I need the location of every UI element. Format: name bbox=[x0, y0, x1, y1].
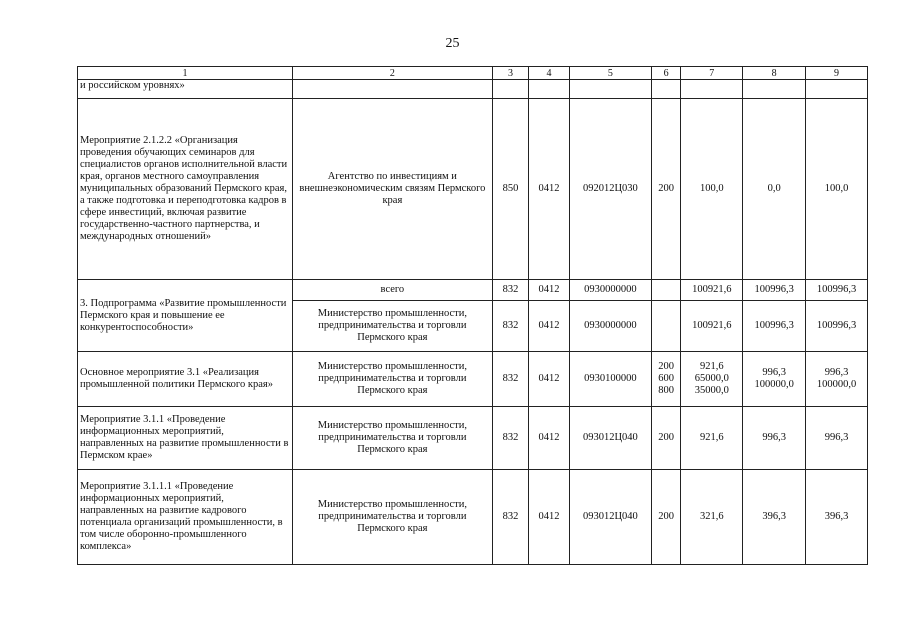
column-header: 3 bbox=[492, 67, 529, 80]
value-line: 100996,3 bbox=[754, 284, 794, 295]
amount-year-2 bbox=[743, 470, 806, 565]
value-line: 996,3 bbox=[824, 432, 849, 443]
amount-year-3 bbox=[806, 99, 868, 280]
value-line: 921,6 bbox=[699, 361, 724, 372]
value-line: 996,3 bbox=[824, 367, 849, 378]
section-code: 0412 bbox=[529, 280, 570, 301]
amount-year-2 bbox=[743, 99, 806, 280]
column-header: 5 bbox=[569, 67, 651, 80]
target-article: 0930100000 bbox=[569, 352, 651, 407]
expense-type bbox=[651, 470, 680, 565]
value-line: 996,3 bbox=[762, 367, 786, 378]
amount-year-2 bbox=[743, 280, 806, 301]
value-line: 800 bbox=[658, 385, 675, 396]
value-line: 100996,3 bbox=[754, 320, 794, 331]
target-article bbox=[569, 80, 651, 99]
amount-year-1 bbox=[681, 470, 743, 565]
amount-year-1 bbox=[681, 407, 743, 470]
value-line: 100996,3 bbox=[816, 320, 857, 331]
amount-year-3 bbox=[806, 470, 868, 565]
value-line: 200 bbox=[658, 432, 675, 443]
value-line: 100921,6 bbox=[692, 320, 732, 331]
budget-code: 832 bbox=[492, 407, 529, 470]
value-line: 100996,3 bbox=[816, 284, 857, 295]
budget-code bbox=[492, 80, 529, 99]
amount-year-1 bbox=[681, 99, 743, 280]
target-article: 092012Ц030 bbox=[569, 99, 651, 280]
expense-type bbox=[651, 80, 680, 99]
expense-type bbox=[651, 99, 680, 280]
activity-name: и российском уровнях» bbox=[78, 80, 293, 99]
value-line: 100000,0 bbox=[816, 379, 857, 390]
header-row bbox=[78, 67, 868, 80]
table-row bbox=[78, 80, 868, 99]
column-header: 7 bbox=[681, 67, 743, 80]
column-header: 9 bbox=[806, 67, 868, 80]
value-line: 200 bbox=[658, 511, 675, 522]
value-line: 35000,0 bbox=[694, 385, 729, 396]
value-line: 65000,0 bbox=[694, 373, 729, 384]
value-line: 321,6 bbox=[699, 511, 724, 522]
executor bbox=[292, 80, 492, 99]
executor: Министерство промышленности, предпринимательства и торговли Пермского края bbox=[292, 352, 492, 407]
section-code: 0412 bbox=[529, 352, 570, 407]
expense-type bbox=[651, 407, 680, 470]
amount-year-3 bbox=[806, 301, 868, 352]
target-article: 0930000000 bbox=[569, 301, 651, 352]
amount-year-2 bbox=[743, 80, 806, 99]
column-header: 8 bbox=[743, 67, 806, 80]
value-line: 396,3 bbox=[762, 511, 786, 522]
activity-name: Мероприятие 3.1.1.1 «Проведение информационных мероприятий, направленных на развитие кадрового потенциала организаций промышленности, в том числе оборонно-промышленного комплекса» bbox=[78, 470, 293, 565]
value-line: 200 bbox=[658, 183, 675, 194]
value-line: 921,6 bbox=[699, 432, 724, 443]
amount-year-3 bbox=[806, 80, 868, 99]
activity-name: Мероприятие 2.1.2.2 «Организация проведения обучающих семинаров для специалистов органов исполнительной власти края, органов местного самоуправления муниципальных образований Пермского края, а также подготовка и переподготовка кадров в сфере инвестиций, включая развитие государственно-частного партнерства, и международных отношений» bbox=[78, 99, 293, 280]
activity-name: Мероприятие 3.1.1 «Проведение информационных мероприятий, направленных на развитие промышленности в Пермском крае» bbox=[78, 407, 293, 470]
expense-type bbox=[651, 301, 680, 352]
value-line: 100,0 bbox=[699, 183, 724, 194]
table-row bbox=[78, 407, 868, 470]
amount-year-1 bbox=[681, 80, 743, 99]
amount-year-1 bbox=[681, 301, 743, 352]
amount-year-3 bbox=[806, 407, 868, 470]
table-row bbox=[78, 470, 868, 565]
executor: Министерство промышленности, предпринимательства и торговли Пермского края bbox=[292, 470, 492, 565]
target-article: 0930000000 bbox=[569, 280, 651, 301]
budget-code: 832 bbox=[492, 280, 529, 301]
executor: Агентство по инвестициям и внешнеэкономическим связям Пермского края bbox=[292, 99, 492, 280]
target-article: 093012Ц040 bbox=[569, 407, 651, 470]
table-row bbox=[78, 99, 868, 280]
executor: Министерство промышленности, предпринимательства и торговли Пермского края bbox=[292, 407, 492, 470]
section-code: 0412 bbox=[529, 407, 570, 470]
target-article: 093012Ц040 bbox=[569, 470, 651, 565]
section-code: 0412 bbox=[529, 470, 570, 565]
table-row bbox=[78, 280, 868, 301]
amount-year-1 bbox=[681, 280, 743, 301]
section-code bbox=[529, 80, 570, 99]
table-row bbox=[78, 352, 868, 407]
amount-year-2 bbox=[743, 407, 806, 470]
section-code: 0412 bbox=[529, 99, 570, 280]
value-line: 100,0 bbox=[824, 183, 849, 194]
value-line: 100000,0 bbox=[754, 379, 794, 390]
column-header: 1 bbox=[78, 67, 293, 80]
expense-type bbox=[651, 280, 680, 301]
activity-name: 3. Подпрограмма «Развитие промышленности Пермского края и повышение ее конкурентоспособности» bbox=[78, 280, 293, 352]
column-header: 2 bbox=[292, 67, 492, 80]
value-line: 0,0 bbox=[767, 183, 781, 194]
section-code: 0412 bbox=[529, 301, 570, 352]
executor: всего bbox=[292, 280, 492, 301]
budget-code: 832 bbox=[492, 470, 529, 565]
budget-code: 832 bbox=[492, 352, 529, 407]
amount-year-2 bbox=[743, 352, 806, 407]
budget-code: 850 bbox=[492, 99, 529, 280]
value-line: 200 bbox=[658, 361, 675, 372]
value-line: 100921,6 bbox=[692, 284, 732, 295]
budget-code: 832 bbox=[492, 301, 529, 352]
value-line: 600 bbox=[658, 373, 675, 384]
amount-year-1 bbox=[681, 352, 743, 407]
expense-type bbox=[651, 352, 680, 407]
value-line: 996,3 bbox=[762, 432, 786, 443]
value-line: 396,3 bbox=[824, 511, 849, 522]
budget-table bbox=[77, 66, 868, 565]
executor: Министерство промышленности, предпринимательства и торговли Пермского края bbox=[292, 301, 492, 352]
column-header: 6 bbox=[651, 67, 680, 80]
amount-year-3 bbox=[806, 280, 868, 301]
amount-year-2 bbox=[743, 301, 806, 352]
column-header: 4 bbox=[529, 67, 570, 80]
page-number: 25 bbox=[445, 36, 460, 51]
activity-name: Основное мероприятие 3.1 «Реализация промышленной политики Пермского края» bbox=[78, 352, 293, 407]
amount-year-3 bbox=[806, 352, 868, 407]
